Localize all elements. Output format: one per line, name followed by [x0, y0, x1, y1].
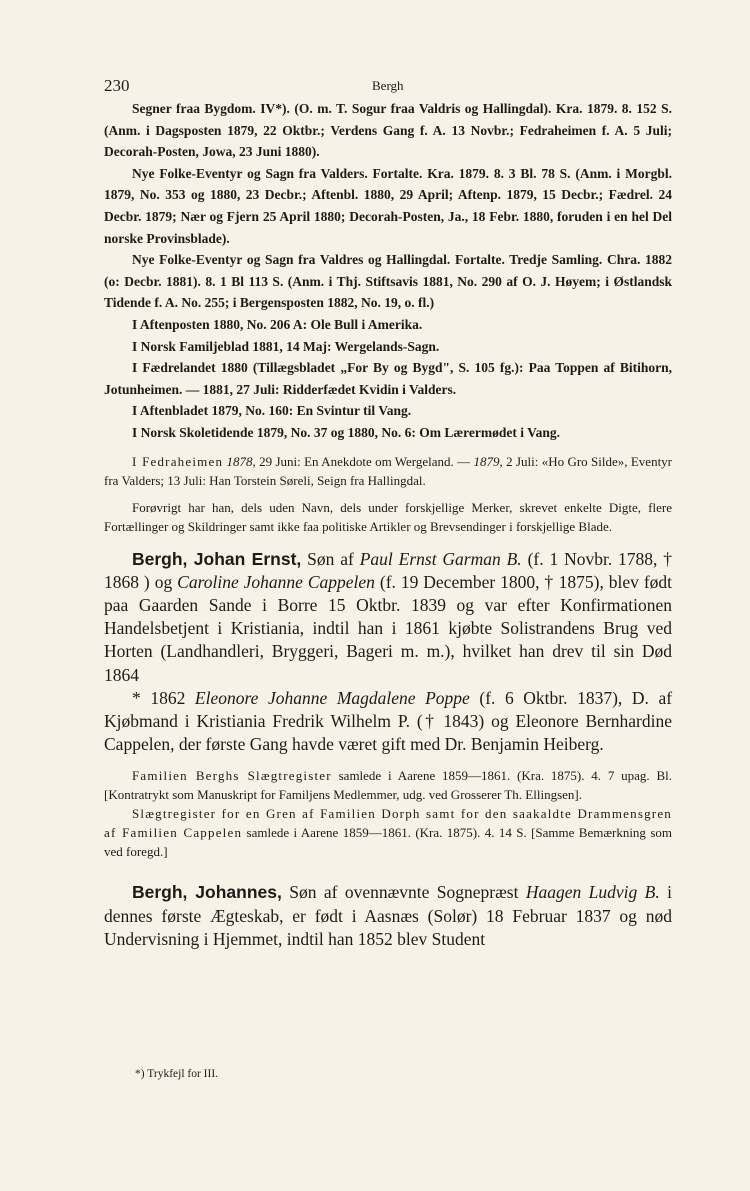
entry-johannes-name: Bergh, Johannes, [132, 882, 282, 903]
work-familien-berghs [104, 766, 672, 804]
entry-johan-text-1: Søn af [307, 548, 354, 569]
fraktur-entry-aftenbladet: I Aftenbladet 1879, No. 160: En Svintur til Vang. [132, 403, 412, 419]
page-body [104, 98, 672, 951]
entry-johannes-text-1: Søn af ovennævnte Sognepræst [289, 882, 519, 903]
marriage-lead: * 1862 [132, 687, 186, 708]
work-text: samlede i Aarene 1859—1861. (Kra. 1875). 4. 7 upag. Bl. [Kontratrykt som Manuskript for Familjens Medlemmer, udg. ved Grosserer Th. Ellingsen]. [104, 768, 672, 803]
remark-paragraph: Forøvrigt har han, dels uden Navn, dels under forskjellige Merker, skrevet enkelte Digte, flere Fortællinger og Skildringer samt ikke faa politiske Artikler og Brevsendinger i forskjellige Blade. [104, 499, 672, 534]
work-title: Familien Berghs Slægtregister [132, 768, 332, 784]
entry-johan-father: Paul Ernst Garman B. [359, 548, 522, 569]
entry-johannes-text-2: i dennes første Ægteskab, er født i Aasnæs (Solør) 18 Februar 1837 og nød Undervisning i Hjemmet, indtil han 1852 blev Student [104, 882, 672, 949]
entry-johan-mother: Caroline Johanne Cappelen [177, 571, 375, 592]
fedraheimen-year-1879: 1879 [473, 453, 500, 469]
entry-johan-text-3: (f. 19 December 1800, † 1875), blev født paa Gaarden Sande i Borre 15 Oktbr. 1839 og var efter Konfirmationen Handelsbetjent i Kristiania, indtil han i 1861 kjøbte Solistrandens Brug ved Horten (Landhandleri, Bryggeri, Bageri m. m.), hvilket han drev til sin Død 1864 [104, 571, 673, 685]
marriage-text: (f. 6 Oktbr. 1837), D. af Kjøbmand i Kristiania Fredrik Wilhelm P. († 1843) og Eleonore Bernhardine Cappelen, der første Gang havde været gift med Dr. Benjamin Heiberg. [104, 687, 673, 755]
entry-johan-marriage [104, 687, 672, 757]
fedraheimen-year-1878: 1878 [226, 453, 253, 469]
fedraheimen-text-2: , 2 Juli: «Ho Gro Silde», Eventyr fra Valders; 13 Juli: Han Torstein Søreli, Seign fra Hallingdal. [104, 453, 673, 488]
fedraheimen-lead: I Fedraheimen [132, 453, 224, 469]
fraktur-entry-faedrelandet: I Fædrelandet 1880 (Tillægsbladet „For By og Bygd", S. 105 fg.): Paa Toppen af Bitihorn, Jotunheimen. — 1881, 27 Juli: Ridderfædet Kvidin i Valders. [104, 360, 672, 397]
entry-johan-name: Bergh, Johan Ernst, [132, 548, 302, 569]
fraktur-entry-tredje-samling: Nye Folke-Eventyr og Sagn fra Valdres og Hallingdal. Fortalte. Tredje Samling. Chra. 1882 (o: Decbr. 1881). 8. 1 Bl 113 S. (Anm. i Thj. Stiftsavis 1881, No. 290 af O. J. Høyem; i Østlandsk Tidende f. A. No. 255; i Bergensposten 1882, No. 19, o. fl.) [104, 252, 672, 311]
fraktur-entry-skoletidende: I Norsk Skoletidende 1879, No. 37 og 1880, No. 6: Om Lærermødet i Vang. [132, 424, 561, 440]
entry-johannes [104, 881, 672, 951]
entry-johan-text-2: (f. 1 Novbr. 1788, † 1868 ) og [104, 548, 673, 592]
fraktur-entry-familjeblad: I Norsk Familjeblad 1881, 14 Maj: Wergelands-Sagn. [132, 338, 440, 354]
work-title: Slægtregister for en Gren af Familien Dorph samt for den saakaldte Drammensgren af Familien Cappelen [104, 806, 672, 841]
page-number: 230 [104, 76, 130, 95]
entry-johan-ernst [104, 548, 672, 687]
fedraheimen-entry [104, 452, 672, 490]
work-slaegtregister-dorph [104, 804, 672, 861]
fraktur-entry-segner: Segner fraa Bygdom. IV*). (O. m. T. Sogur fraa Valdris og Hallingdal). Kra. 1879. 8. 152 S. (Anm. i Dagsposten 1879, 22 Oktbr.; Verdens Gang f. A. 13 Novbr.; Fedraheimen f. A. 5 Juli; Decorah-Posten, Jowa, 23 Juni 1880). [104, 101, 672, 160]
entry-johannes-father: Haagen Ludvig B. [525, 882, 660, 903]
fedraheimen-text-1: , 29 Juni: En Anekdote om Wergeland. — [252, 453, 471, 469]
running-head: Bergh [372, 78, 404, 93]
marriage-wife: Eleonore Johanne Magdalene Poppe [194, 687, 470, 708]
footnote: *) Trykfejl for III. [135, 1068, 219, 1080]
fraktur-entry-aftenposten: I Aftenposten 1880, No. 206 A: Ole Bull i Amerika. [132, 316, 423, 332]
fraktur-entry-nye-folke-eventyr: Nye Folke-Eventyr og Sagn fra Valders. Fortalte. Kra. 1879. 8. 3 Bl. 78 S. (Anm. i Morgbl. 1879, No. 353 og 1880, 23 Decbr.; Aftenbl. 1880, 29 April; Aftenp. 1879, 15 Decbr.; Fædrel. 24 Decbr. 1879; Nær og Fjern 25 April 1880; Decorah-Posten, Ja., 18 Febr. 1880, foruden i en hel Del norske Provinsblade). [104, 165, 672, 246]
work-text: samlede i Aarene 1859—1861. (Kra. 1875). 4. 14 S. [Samme Bemærkning som ved foregd.] [104, 825, 672, 860]
